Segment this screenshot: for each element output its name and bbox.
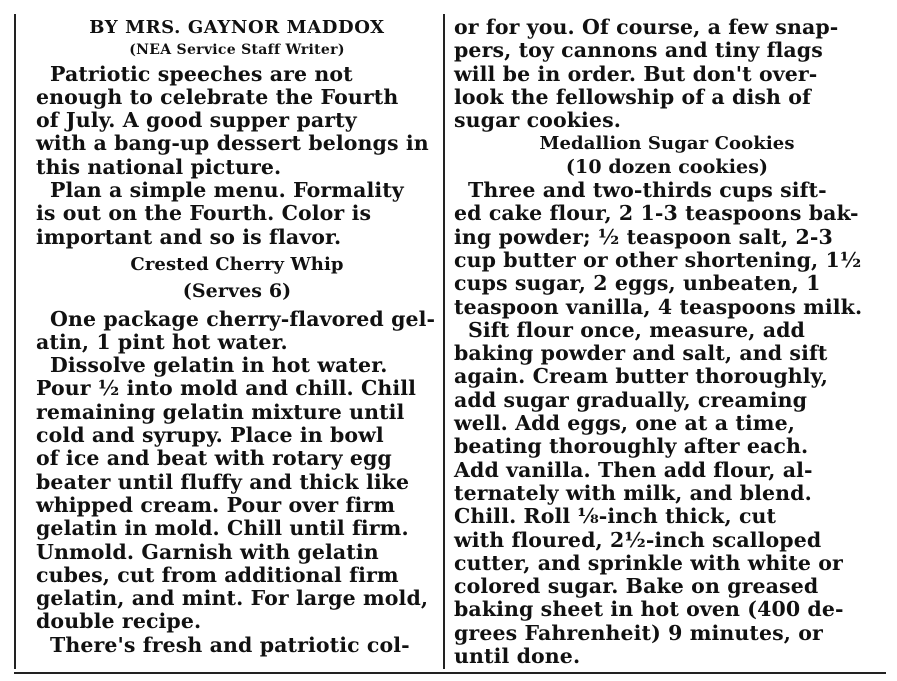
- text-line: until done.: [454, 644, 581, 669]
- cherry-whip-recipe-text: [36, 308, 438, 657]
- text-line: colored sugar. Bake on greased: [454, 574, 819, 599]
- text-line: cubes, cut from additional firm: [36, 562, 399, 587]
- text-line: of July. A good supper party: [36, 108, 357, 133]
- text-line: look the fellowship of a dish of: [454, 84, 811, 109]
- text-line: ing powder; ½ teaspoon salt, 2-3: [454, 224, 833, 249]
- recipe-title-cherry-whip: Crested Cherry Whip: [130, 253, 344, 275]
- text-line: Add vanilla. Then add flour, al-: [454, 457, 813, 482]
- service-credit: (NEA Service Staff Writer): [129, 42, 345, 59]
- text-line: Three and two-thirds cups sift-: [468, 178, 827, 203]
- text-line: double recipe.: [36, 609, 202, 634]
- text-line: again. Cream butter thoroughly,: [454, 364, 828, 389]
- recipe-title-sugar-cookies: Medallion Sugar Cookies: [539, 133, 795, 155]
- text-line: important and so is flavor.: [36, 224, 342, 249]
- sugar-cookies-recipe-text: [454, 179, 880, 668]
- text-line: gelatin in mold. Chill until firm.: [36, 516, 409, 541]
- text-line: Plan a simple menu. Formality: [50, 178, 404, 203]
- text-line: There's fresh and patriotic col-: [50, 632, 410, 657]
- text-line: cold and syrupy. Place in bowl: [36, 423, 384, 448]
- text-line: or for you. Of course, a few snap-: [454, 15, 839, 39]
- text-line: pers, toy cannons and tiny flags: [454, 38, 823, 63]
- text-line: ternately with milk, and blend.: [454, 480, 812, 505]
- text-line: remaining gelatin mixture until: [36, 399, 405, 424]
- text-line: Dissolve gelatin in hot water.: [50, 353, 388, 378]
- bottom-rule: [14, 672, 886, 674]
- text-line: Patriotic speeches are not: [50, 61, 353, 86]
- text-line: beater until fluffy and thick like: [36, 469, 410, 494]
- text-line: Chill. Roll ⅛-inch thick, cut: [454, 504, 777, 529]
- text-line: cup butter or other shortening, 1½: [454, 247, 862, 272]
- column-rule-middle: [443, 14, 445, 669]
- recipe-serves: (Serves 6): [182, 280, 292, 303]
- text-line: will be in order. But don't over-: [454, 61, 818, 86]
- text-line: whipped cream. Pour over firm: [36, 492, 396, 517]
- text-line: with a bang-up dessert belongs in: [36, 131, 429, 156]
- right-column: [454, 16, 880, 668]
- text-line: ed cake flour, 2 1-3 teaspoons bak-: [454, 201, 859, 226]
- text-line: sugar cookies.: [454, 108, 621, 133]
- text-line: beating thoroughly after each.: [454, 434, 809, 459]
- text-line: baking sheet in hot oven (400 de-: [454, 597, 844, 622]
- text-line: is out on the Fourth. Color is: [36, 201, 372, 226]
- text-line: cutter, and sprinkle with white or: [454, 550, 843, 575]
- text-line: well. Add eggs, one at a time,: [454, 411, 795, 436]
- text-line: One package cherry-flavored gel-: [50, 306, 436, 331]
- column-rule-left: [14, 14, 16, 669]
- text-line: this national picture.: [36, 154, 282, 179]
- text-line: with floured, 2½-inch scalloped: [454, 527, 822, 552]
- text-line: enough to celebrate the Fourth: [36, 84, 399, 109]
- text-line: teaspoon vanilla, 4 teaspoons milk.: [454, 294, 863, 319]
- intro-paragraphs: [36, 63, 438, 249]
- text-line: grees Fahrenheit) 9 minutes, or: [454, 620, 823, 645]
- text-line: of ice and beat with rotary egg: [36, 446, 392, 471]
- continued-paragraph: [454, 16, 880, 132]
- recipe-yield: (10 dozen cookies): [565, 155, 769, 178]
- text-line: gelatin, and mint. For large mold,: [36, 586, 429, 611]
- text-line: Unmold. Garnish with gelatin: [36, 539, 379, 564]
- byline: BY MRS. GAYNOR MADDOX: [89, 17, 385, 38]
- text-line: atin, 1 pint hot water.: [36, 329, 288, 354]
- text-line: baking powder and salt, and sift: [454, 341, 828, 366]
- left-column: [36, 16, 438, 657]
- text-line: add sugar gradually, creaming: [454, 387, 808, 412]
- text-line: Sift flour once, measure, add: [468, 317, 805, 342]
- text-line: Pour ½ into mold and chill. Chill: [36, 376, 417, 401]
- text-line: cups sugar, 2 eggs, unbeaten, 1: [454, 271, 821, 296]
